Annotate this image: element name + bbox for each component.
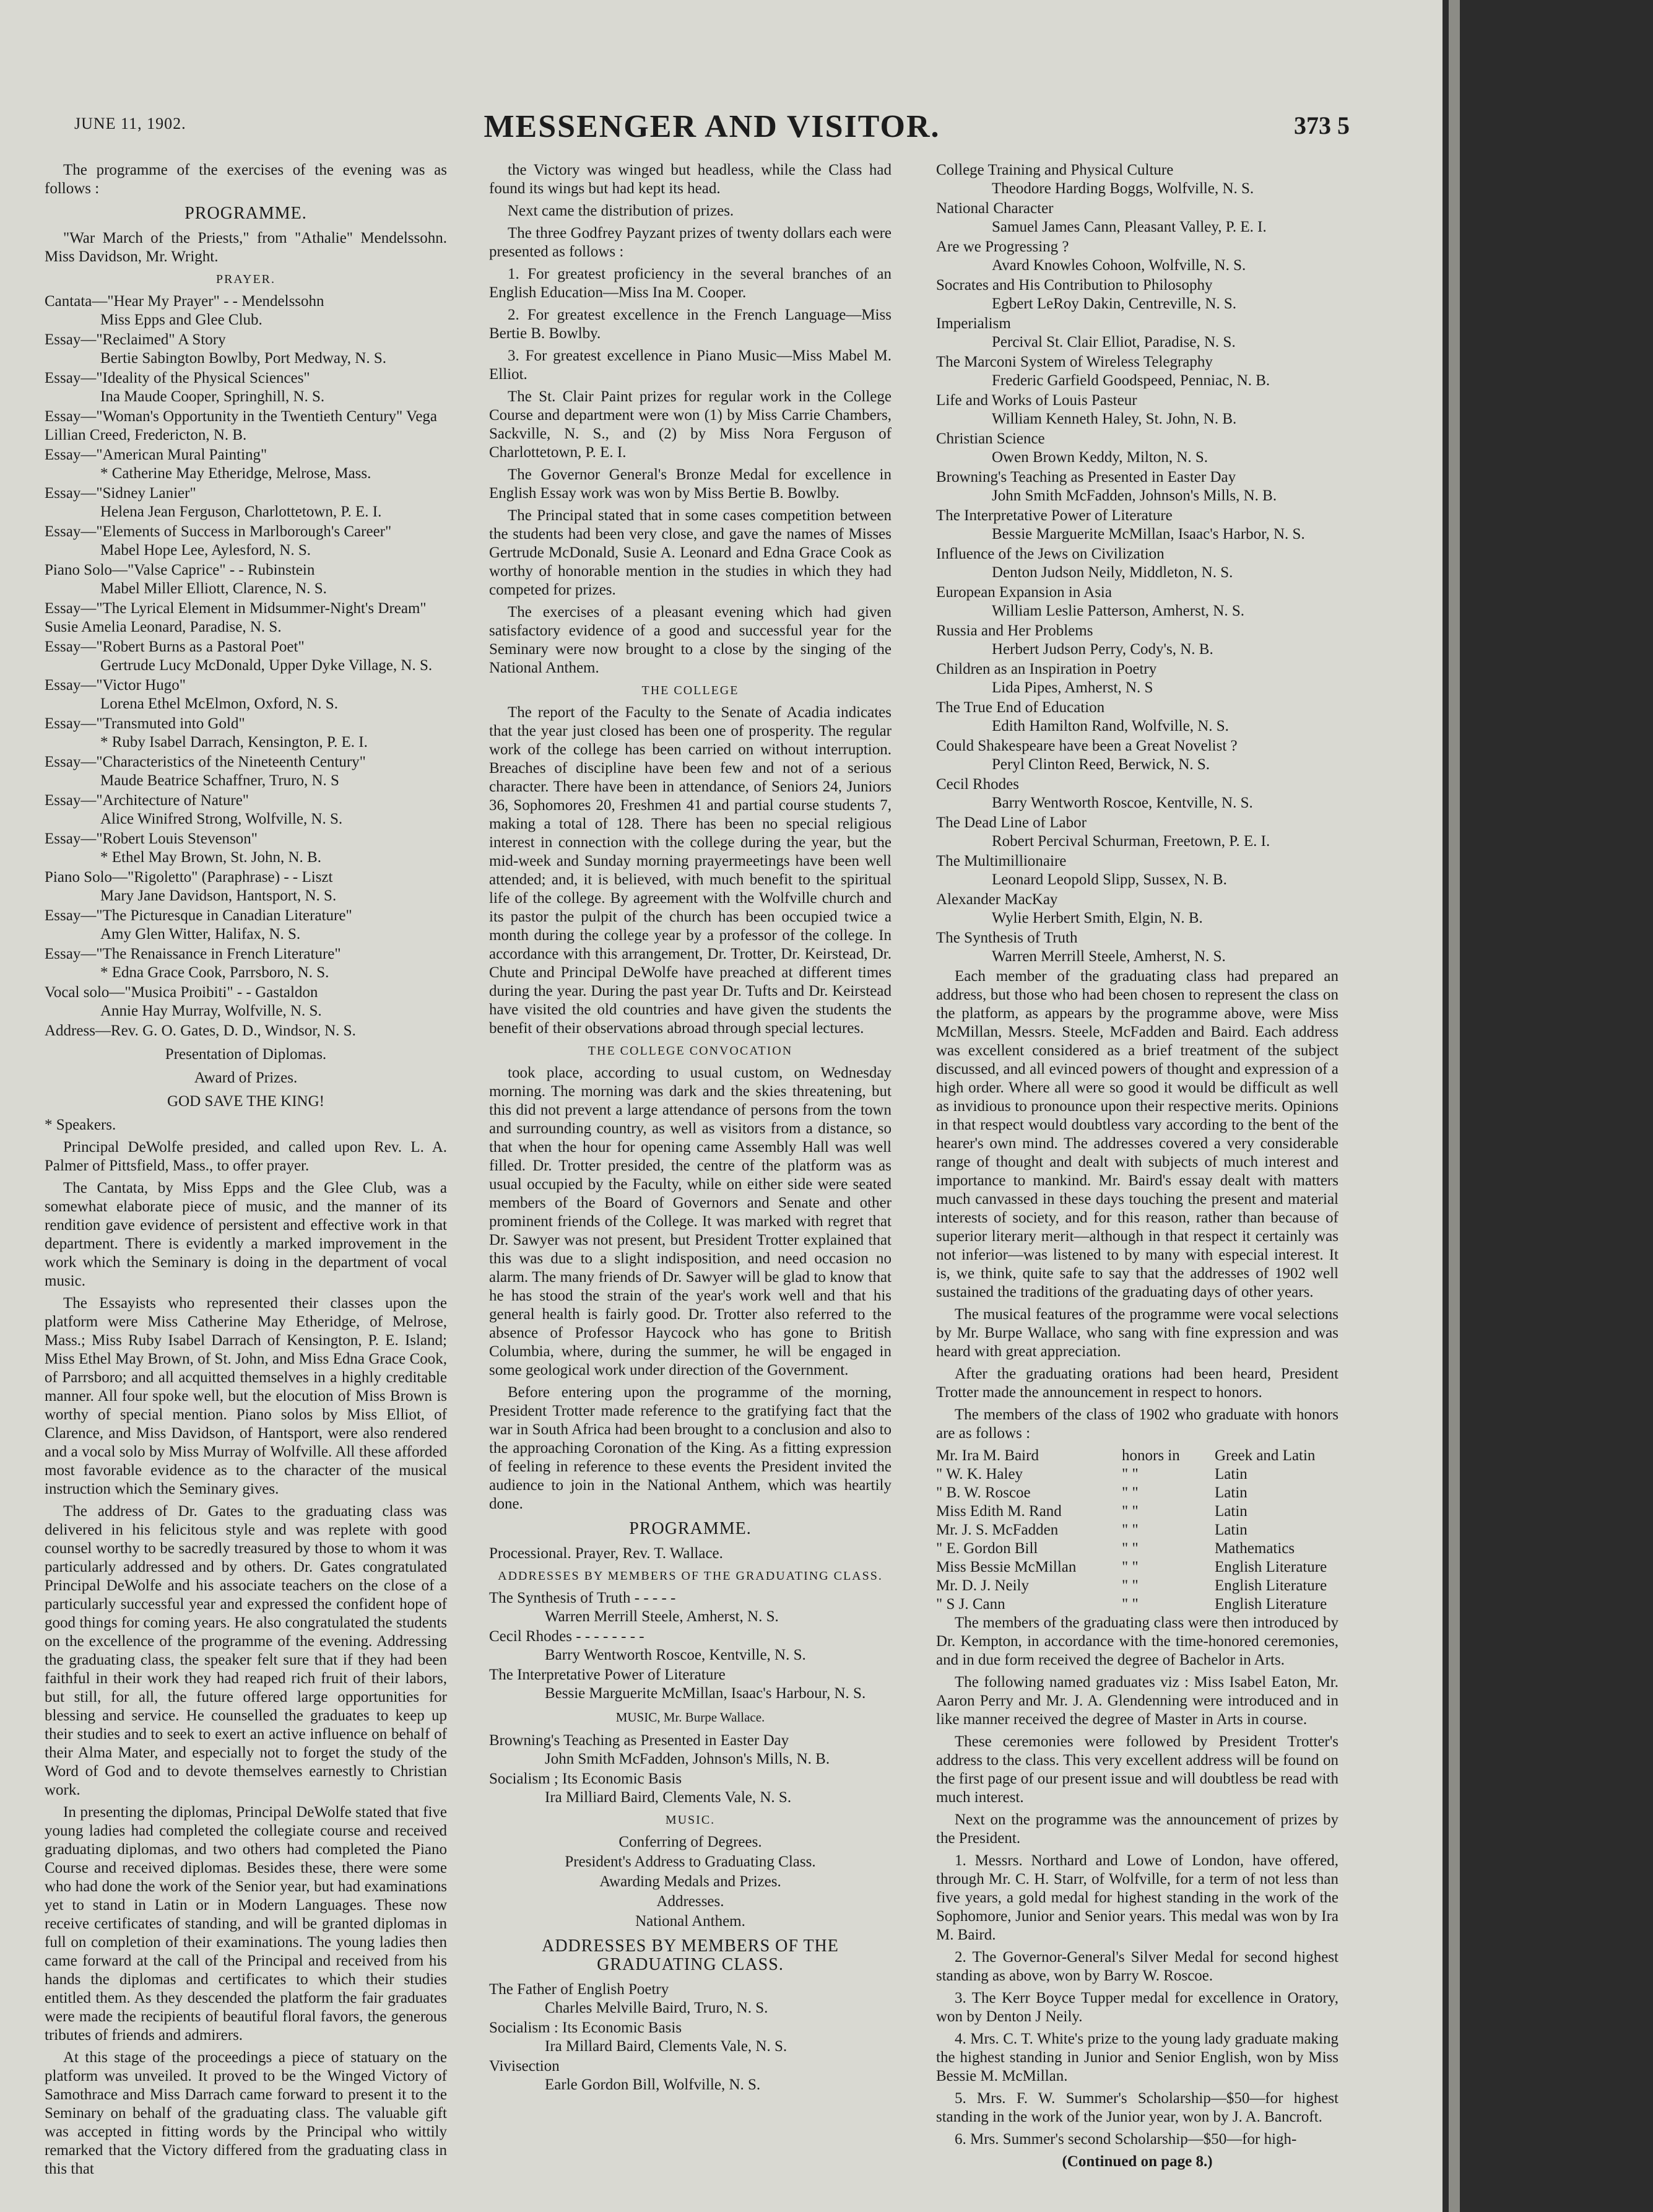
honors-label: " ": [1122, 1540, 1139, 1557]
honors-subject: English Literature: [1215, 1577, 1327, 1594]
programme-item: [936, 353, 1338, 390]
paragraph: the Victory was winged but headless, while the Class had found its wings but had kept its head.: [489, 162, 892, 197]
paragraph: The members of the class of 1902 who graduate with honors are as follows :: [936, 1406, 1338, 1442]
paragraph: 5. Mrs. F. W. Summer's Scholarship—$50—for highest standing in the work of the Junior year, won by J. A. Bancroft.: [936, 2090, 1338, 2125]
item-title: Imperialism: [936, 315, 1011, 332]
paragraph: 2. For greatest excellence in the French Language—Miss Bertie B. Bowlby.: [489, 307, 892, 342]
item-title: The Marconi System of Wireless Telegraphy: [936, 354, 1213, 370]
item-title: Essay—"The Renaissance in French Literature": [45, 946, 341, 962]
prizes-list: [936, 1614, 1338, 2149]
paragraph: The following named graduates viz : Miss Isabel Eaton, Mr. Aaron Perry and Mr. J. A. Glendenning were introduced and in like manner received the degree of Master in Arts in course.: [936, 1674, 1338, 1728]
continued-note: (Continued on page 8.): [1062, 2153, 1213, 2170]
programme-item: [489, 1731, 892, 1769]
item-speaker: Barry Wentworth Roscoe, Kentville, N. S.: [545, 1647, 806, 1663]
programme-item: [489, 1770, 892, 1807]
paragraph: Next on the programme was the announcement of prizes by the President.: [936, 1811, 1338, 1847]
item-title: The True End of Education: [936, 699, 1105, 716]
honors-name: Mr. J. S. McFadden: [936, 1522, 1059, 1538]
march-line: "War March of the Priests," from "Athalie" Mendelssohn. Miss Davidson, Mr. Wright.: [45, 230, 447, 265]
programme-item: [936, 276, 1338, 313]
prizes-line: Award of Prizes.: [194, 1069, 298, 1086]
programme-item: [936, 699, 1338, 736]
programme-item: [45, 753, 447, 790]
item-speaker: Avard Knowles Cohoon, Wolfville, N. S.: [992, 257, 1246, 274]
paragraph: 3. The Kerr Boyce Tupper medal for excellence in Oratory, won by Denton J Neily.: [936, 1990, 1338, 2025]
honors-table: [936, 1447, 1338, 1614]
item-speaker: Annie Hay Murray, Wolfville, N. S.: [100, 1003, 322, 1019]
paragraph: These ceremonies were followed by President Trotter's address to the class. This very excellent address will be found on the first page of our present issue and will doubtless be read with much interest.: [936, 1733, 1338, 1806]
item-title: Influence of the Jews on Civilization: [936, 546, 1165, 562]
item-title: Piano Solo—"Rigoletto" (Paraphrase) - - Liszt: [45, 869, 333, 886]
programme-item: [45, 983, 447, 1021]
honors-label: " ": [1122, 1466, 1139, 1483]
programme-item: [45, 446, 447, 483]
item-title: Essay—"Elements of Success in Marlborough's Career": [45, 523, 392, 540]
item-speaker: William Leslie Patterson, Amherst, N. S.: [992, 603, 1244, 619]
item-speaker: Gertrude Lucy McDonald, Upper Dyke Village, N. S.: [100, 657, 433, 674]
item-title: European Expansion in Asia: [936, 584, 1112, 601]
item-title: Alexander MacKay: [936, 891, 1058, 908]
item-title: Essay—"Characteristics of the Nineteenth Century": [45, 754, 366, 770]
item-title: Cecil Rhodes: [936, 776, 1020, 793]
item-title: National Character: [936, 200, 1054, 217]
honors-row: [936, 1465, 1338, 1484]
item-speaker: Leonard Leopold Slipp, Sussex, N. B.: [992, 871, 1227, 888]
programme-item: [936, 507, 1338, 544]
programme-item: [45, 791, 447, 829]
honors-subject: Latin: [1215, 1466, 1247, 1483]
music-line-1: MUSIC, Mr. Burpe Wallace.: [615, 1710, 765, 1725]
honors-label: " ": [1122, 1503, 1139, 1520]
programme-line: National Anthem.: [635, 1913, 745, 1930]
item-speaker: Peryl Clinton Reed, Berwick, N. S.: [992, 756, 1210, 773]
item-speaker: Miss Epps and Glee Club.: [100, 311, 262, 328]
honors-name: " E. Gordon Bill: [936, 1540, 1038, 1557]
honors-subject: Latin: [1215, 1522, 1247, 1538]
programme-item: [489, 1980, 892, 2018]
programme-item: [45, 715, 447, 752]
item-title: The Synthesis of Truth: [936, 930, 1078, 946]
programme-line: Conferring of Degrees.: [618, 1834, 762, 1850]
article-body: [45, 1138, 447, 2179]
paragraph: The three Godfrey Payzant prizes of twenty dollars each were presented as follows :: [489, 225, 892, 260]
programme-item: [45, 830, 447, 867]
honors-label: " ": [1122, 1484, 1139, 1501]
programme-item: [936, 315, 1338, 352]
programme-item: [489, 1627, 892, 1665]
programme-item: [45, 638, 447, 675]
programme-list: [45, 292, 447, 1040]
item-title: Essay—"The Lyrical Element in Midsummer-Night's Dream" Susie Amelia Leonard, Paradise, N. S.: [45, 600, 427, 635]
page-edge: [1443, 0, 1653, 2212]
item-speaker: Earle Gordon Bill, Wolfville, N. S.: [545, 2076, 761, 2093]
paragraph: 6. Mrs. Summer's second Scholarship—$50—for high-: [955, 2131, 1297, 2148]
item-speaker: Wylie Herbert Smith, Elgin, N. B.: [992, 910, 1203, 926]
honors-name: " B. W. Roscoe: [936, 1484, 1031, 1501]
item-title: Essay—"Reclaimed" A Story: [45, 331, 226, 348]
honors-subject: English Literature: [1215, 1596, 1327, 1613]
item-speaker: William Kenneth Haley, St. John, N. B.: [992, 411, 1237, 427]
masthead: [74, 108, 1350, 152]
honors-label: " ": [1122, 1577, 1139, 1594]
item-title: Vivisection: [489, 2058, 560, 2075]
programme-item: [489, 1589, 892, 1626]
programme-item: [45, 561, 447, 598]
item-title: Essay—"The Picturesque in Canadian Literature": [45, 907, 352, 924]
paragraph: Before entering upon the programme of the morning, President Trotter made reference to the gratifying fact that the war in South Africa had been brought to a conclusion and also to the approaching Coronation of the King. As a fitting expression of feeling in reference to these events the President invited the audience to join in the National Anthem, which was heartily done.: [489, 1384, 892, 1512]
paragraph: The exercises of a pleasant evening which had given satisfactory evidence of a good and successful year for the Seminary were now brought to a close by the singing of the National Anthem.: [489, 604, 892, 676]
item-speaker: Mabel Hope Lee, Aylesford, N. S.: [100, 542, 311, 559]
paragraph: 2. The Governor-General's Silver Medal for second highest standing as above, won by Barry W. Roscoe.: [936, 1949, 1338, 1984]
column-3: [936, 161, 1338, 2171]
item-title: Christian Science: [936, 430, 1045, 447]
item-speaker: Amy Glen Witter, Halifax, N. S.: [100, 926, 301, 943]
programme-item: [45, 945, 447, 982]
programme-item: [45, 369, 447, 406]
convocation-heading: THE COLLEGE CONVOCATION: [588, 1044, 793, 1058]
item-speaker: * Ethel May Brown, St. John, N. B.: [100, 849, 321, 866]
item-title: Browning's Teaching as Presented in Easter Day: [489, 1732, 789, 1749]
address-list-3: [489, 1980, 892, 2094]
programme-item: [45, 331, 447, 368]
item-speaker: Helena Jean Ferguson, Charlottetown, P. E. I.: [100, 503, 382, 520]
paragraph: Each member of the graduating class had prepared an address, but those who had been chosen to represent the class on the platform, as appears by the programme above, were Miss McMillan, Messrs. Steele, McFadden and Baird. Each address was excellent considered as a brief treatment of the subject discussed, and all evinced powers of thought and expression of a high order. Where all were so good it would be difficult as well as invidious to pronounce upon their respective merits. Opinions in that respect would doubtless vary according to the bent of the hearer's own mind. The addresses covered a very considerable range of thought and dealt with subjects of much interest and importance to mankind. Mr. Baird's essay dealt with matters much canvassed in these days touching the present and material interests of society, and for this reason, rather than because of superior literary merit—although in that respect it certainly was not inferior—was listened to by many with especial interest. It is, we think, quite safe to say that the addresses of 1902 well sustained the traditions of the graduating days of other years.: [936, 968, 1338, 1300]
honors-name: Miss Bessie McMillan: [936, 1559, 1077, 1575]
item-speaker: Bessie Marguerite McMillan, Isaac's Harbor, N. S.: [992, 526, 1305, 542]
honors-row: [936, 1595, 1338, 1614]
item-title: The Dead Line of Labor: [936, 814, 1087, 831]
item-title: Essay—"Robert Burns as a Pastoral Poet": [45, 638, 305, 655]
item-speaker: * Edna Grace Cook, Parrsboro, N. S.: [100, 964, 329, 981]
honors-row: [936, 1447, 1338, 1465]
honors-label: " ": [1122, 1522, 1139, 1538]
honors-name: " W. K. Haley: [936, 1466, 1023, 1483]
programme-item: [936, 775, 1338, 812]
paragraph: The members of the graduating class were then introduced by Dr. Kempton, in accordance with the time-honored ceremonies, and in due form received the degree of Bachelor in Arts.: [936, 1614, 1338, 1668]
paragraph: took place, according to usual custom, on Wednesday morning. The morning was dark and the skies threatening, but this did not prevent a large attendance of persons from the town and surrounding country, as well as visitors from a distance, so that when the hour for opening came Assembly Hall was well filled. Dr. Trotter presided, the centre of the platform was as usual occupied by the Faculty, while on either side were seated members of the Board of Governors and Senate and other prominent friends of the College. It was marked with regret that Dr. Sawyer was not present, but President Trotter explained that this was due to a slight indisposition, and need occasion no alarm. The many friends of Dr. Sawyer will be glad to know that he has stood the strain of the year's work well and that his general health is fairly good. Dr. Trotter also referred to the absence of Professor Haycock who has gone to British Columbia, where, during the summer, he will be engaged in some geological work under direction of the Government.: [489, 1065, 892, 1378]
programme-item: [45, 1022, 447, 1040]
item-title: Children as an Inspiration in Poetry: [936, 661, 1157, 677]
item-title: Socialism ; Its Economic Basis: [489, 1770, 682, 1787]
paragraph: 1. Messrs. Northard and Lowe of London, have offered, through Mr. C. H. Starr, of Wolfville, for a term of not less than five years, a gold medal for highest standing in the work of the Sophomore, Junior and Senior years. This medal was won by Ira M. Baird.: [936, 1852, 1338, 1943]
programme-line: Awarding Medals and Prizes.: [599, 1873, 781, 1890]
honors-name: " S J. Cann: [936, 1596, 1005, 1613]
programme-item: [45, 292, 447, 329]
item-title: Cantata—"Hear My Prayer" - - Mendelssohn: [45, 293, 324, 310]
item-title: Essay—"Transmuted into Gold": [45, 715, 245, 732]
paragraph: At this stage of the proceedings a piece of statuary on the platform was unveiled. It proved to be the Winged Victory of Samothrace and Miss Darrach came forward to present it to the Seminary on behalf of the graduating class. The valuable gift was accepted in fitting words by the Principal who wittily remarked that the Victory differed from the graduating class in this that: [45, 2049, 447, 2177]
speakers-note: * Speakers.: [45, 1117, 116, 1133]
item-speaker: Mabel Miller Elliott, Clarence, N. S.: [100, 580, 327, 597]
programme-item: [936, 622, 1338, 659]
programme-line: President's Address to Graduating Class.: [565, 1853, 816, 1870]
item-speaker: Ira Millard Baird, Clements Vale, N. S.: [545, 2038, 787, 2055]
item-title: Essay—"Victor Hugo": [45, 677, 186, 694]
prizes-body: [489, 161, 892, 677]
paragraph: The address of Dr. Gates to the graduating class was delivered in his felicitous style and was replete with good counsel worthy to be sacredly treasured by those to whom it was particularly addressed and by others. Dr. Gates congratulated Principal DeWolfe and his associate teachers on the close of a particularly successful year and expressed the confident hope of good things for coming years. He also congratulated the students on the excellence of the programme of the evening. Addressing the graduating class, the speaker felt sure that if they had been faithful in their work they had reaped rich fruit of their labors, but still, for all, the future offered large opportunities for blessing and service. He counselled the graduates to keep up their studies and to seek to exert an active influence on behalf of their Alma Mater, and especially not to forget the study of the Word of God and to devote themselves earnestly to Christian work.: [45, 1503, 447, 1798]
item-title: Address—Rev. G. O. Gates, D. D., Windsor, N. S.: [45, 1022, 356, 1039]
item-title: Essay—"Architecture of Nature": [45, 792, 249, 809]
programme-line: Addresses.: [656, 1893, 724, 1910]
item-title: Essay—"Woman's Opportunity in the Twentieth Century" Vega Lillian Creed, Fredericton, N. B.: [45, 408, 438, 443]
item-title: The Multimillionaire: [936, 853, 1067, 869]
item-speaker: * Catherine May Etheridge, Melrose, Mass.: [100, 465, 371, 482]
address-list-2: [489, 1731, 892, 1807]
music-line-2: MUSIC.: [665, 1813, 716, 1827]
programme-item: [936, 814, 1338, 851]
address-list-4: [936, 161, 1338, 966]
paragraph: The Cantata, by Miss Epps and the Glee Club, was a somewhat elaborate piece of music, and the manner of its rendition gave evidence of persistent and effective work in that department. There is evidently a marked improvement in the work which the Seminary is doing in the department of vocal music.: [45, 1180, 447, 1289]
programme-item: [936, 583, 1338, 620]
processional-line: Processional. Prayer, Rev. T. Wallace.: [489, 1545, 723, 1562]
programme-item: [489, 2019, 892, 2056]
item-speaker: Bertie Sabington Bowlby, Port Medway, N. S.: [100, 350, 387, 367]
paragraph: After the graduating orations had been heard, President Trotter made the announcement in respect to honors.: [936, 1365, 1338, 1401]
item-speaker: Charles Melville Baird, Truro, N. S.: [545, 2000, 768, 2016]
issue-date: JUNE 11, 1902.: [74, 115, 186, 133]
paragraph: 3. For greatest excellence in Piano Music—Miss Mabel M. Elliot.: [489, 347, 892, 383]
item-title: Socrates and His Contribution to Philosophy: [936, 277, 1213, 294]
programme-heading-2: PROGRAMME.: [629, 1519, 752, 1538]
item-speaker: Ina Maude Cooper, Springhill, N. S.: [100, 388, 325, 405]
college-report: The report of the Faculty to the Senate of Acadia indicates that the year just closed has been one of prosperity. The regular work of the college has been carried on without interruption. Breaches of discipline have been few and not of a serious character. There have been in attendance, of Seniors 24, Juniors 36, Sophomores 20, Freshmen 41 and partial course students 7, making a total of 128. There has been no special religious interest in connection with the college during the year, but the mid-week and Sunday morning prayermeetings have been well attended; and, it is believed, with much benefit to the spiritual life of the college. By agreement with the Wolfville church and its pastor the pulpit of the church has been occupied twice a month during the college year by a professor of the college. In accordance with this arrangement, Dr. Trotter, Dr. Keirstead, Dr. Chute and Principal DeWolfe have preached at different times during the year. During the past year Dr. Tufts and Dr. Keirstead have visited the old countries and have given the students the benefit of their observations abroad through special lectures.: [489, 704, 892, 1037]
programme-item: [489, 1666, 892, 1703]
convocation-body: [489, 1064, 892, 1513]
programme-item: [936, 545, 1338, 582]
item-speaker: Alice Winifred Strong, Wolfville, N. S.: [100, 811, 343, 827]
item-speaker: Percival St. Clair Elliot, Paradise, N. S.: [992, 334, 1236, 351]
item-speaker: Edith Hamilton Rand, Wolfville, N. S.: [992, 718, 1229, 734]
programme-item: [45, 407, 447, 445]
report-body: [936, 967, 1338, 1443]
item-speaker: Barry Wentworth Roscoe, Kentville, N. S.: [992, 795, 1253, 811]
honors-subject: Mathematics: [1215, 1540, 1295, 1557]
programme-item: [936, 199, 1338, 237]
paragraph: Principal DeWolfe presided, and called upon Rev. L. A. Palmer of Pittsfield, Mass., to offer prayer.: [45, 1139, 447, 1174]
item-speaker: Warren Merrill Steele, Amherst, N. S.: [992, 948, 1226, 965]
programme-item: [936, 468, 1338, 505]
item-title: Essay—"American Mural Painting": [45, 446, 267, 463]
item-title: Are we Progressing ?: [936, 238, 1069, 255]
item-speaker: Warren Merrill Steele, Amherst, N. S.: [545, 1608, 779, 1625]
item-speaker: Ira Milliard Baird, Clements Vale, N. S.: [545, 1789, 792, 1806]
programme-item: [489, 2057, 892, 2094]
item-speaker: Denton Judson Neily, Middleton, N. S.: [992, 564, 1233, 581]
addresses-heading-2: ADDRESSES BY MEMBERS OF THE GRADUATING CLASS.: [542, 1936, 839, 1974]
paragraph: 4. Mrs. C. T. White's prize to the young lady graduate making the highest standing in Junior and Senior English, won by Miss Bessie M. McMillan.: [936, 2031, 1338, 2084]
programme-item: [45, 523, 447, 560]
programme-item: [936, 660, 1338, 697]
closing-list: [489, 1833, 892, 1931]
honors-row: [936, 1577, 1338, 1595]
item-title: Essay—"Robert Louis Stevenson": [45, 830, 258, 847]
item-title: Socialism : Its Economic Basis: [489, 2019, 682, 2036]
programme-item: [45, 907, 447, 944]
programme-item: [936, 238, 1338, 275]
item-speaker: Samuel James Cann, Pleasant Valley, P. E. I.: [992, 219, 1267, 235]
item-speaker: Lida Pipes, Amherst, N. S: [992, 679, 1153, 696]
honors-row: [936, 1558, 1338, 1577]
honors-name: Miss Edith M. Rand: [936, 1503, 1062, 1520]
page-number: 373 5: [1294, 111, 1350, 139]
honors-name: Mr. Ira M. Baird: [936, 1447, 1039, 1464]
honors-name: Mr. D. J. Neily: [936, 1577, 1029, 1594]
item-title: Essay—"Ideality of the Physical Sciences": [45, 370, 310, 386]
item-title: Could Shakespeare have been a Great Novelist ?: [936, 738, 1238, 754]
paragraph: In presenting the diplomas, Principal DeWolfe stated that five young ladies had completed the collegiate course and received graduating diplomas, and two others had completed the Piano Course and received diplomas. Besides these, there were some who had done the work of the Senior year, but had examinations yet to stand in Latin or in Modern Languages. These now receive certificates of standing, and will be granted diplomas in full on completion of their examinations. The young ladies then came forward at the call of the Principal and received from his hands the diplomas and certificates to which their studies entitled them. As they descended the platform the fair graduates were made the recipients of beautiful floral favors, the generous tributes of friends and admirers.: [45, 1804, 447, 2044]
item-title: The Synthesis of Truth - - - - -: [489, 1590, 676, 1606]
paragraph: The Essayists who represented their classes upon the platform were Miss Catherine May Etheridge, of Melrose, Mass.; Miss Ruby Isabel Darrach of Kensington, P. E. Island; Miss Ethel May Brown, of St. John, and Miss Edna Grace Cook, of Parrsboro; and all acquitted themselves in a highly creditable manner. All four spoke well, but the elocution of Miss Brown is worthy of special mention. Piano solos by Miss Elliot, of Clarence, and Miss Davidson, of Hantsport, were also rendered and a vocal solo by Miss Murray of Wolfville. All these afforded most favorable evidence as to the character of the musical instruction which the Seminary gives.: [45, 1295, 447, 1497]
column-2: [489, 161, 892, 2096]
item-speaker: Maude Beatrice Schaffner, Truro, N. S: [100, 772, 339, 789]
programme-item: [936, 852, 1338, 889]
honors-label: honors in: [1122, 1447, 1180, 1464]
item-speaker: Owen Brown Keddy, Milton, N. S.: [992, 449, 1208, 466]
programme-item: [936, 929, 1338, 966]
item-speaker: Lorena Ethel McElmon, Oxford, N. S.: [100, 695, 338, 712]
programme-item: [45, 599, 447, 637]
item-title: Russia and Her Problems: [936, 622, 1093, 639]
item-speaker: Egbert LeRoy Dakin, Centreville, N. S.: [992, 295, 1237, 312]
column-1: [45, 161, 447, 2182]
programme-item: [45, 868, 447, 905]
honors-label: " ": [1122, 1596, 1139, 1613]
item-title: The Interpretative Power of Literature: [489, 1666, 726, 1683]
college-heading: THE COLLEGE: [641, 684, 739, 697]
prayer-heading: PRAYER.: [215, 272, 276, 286]
item-title: The Interpretative Power of Literature: [936, 507, 1173, 524]
item-speaker: Theodore Harding Boggs, Wolfville, N. S.: [992, 180, 1254, 197]
item-speaker: John Smith McFadden, Johnson's Mills, N. B.: [992, 487, 1277, 504]
item-speaker: Robert Percival Schurman, Freetown, P. E. I.: [992, 833, 1270, 850]
programme-item: [936, 737, 1338, 774]
honors-row: [936, 1502, 1338, 1521]
item-title: Browning's Teaching as Presented in Easter Day: [936, 469, 1236, 486]
paper-title: MESSENGER AND VISITOR.: [484, 109, 940, 144]
honors-subject: Greek and Latin: [1215, 1447, 1316, 1464]
paragraph: The Principal stated that in some cases competition between the students had been very close, and gave the names of Misses Gertrude McDonald, Susie A. Leonard and Edna Grace Cook as worthy of honorable mention in the studies in which they had competed for prizes.: [489, 507, 892, 598]
item-title: Essay—"Sidney Lanier": [45, 485, 196, 502]
programme-item: [936, 430, 1338, 467]
honors-row: [936, 1484, 1338, 1502]
honors-subject: Latin: [1215, 1484, 1247, 1501]
address-list-1: [489, 1589, 892, 1703]
paragraph: The musical features of the programme were vocal selections by Mr. Burpe Wallace, who sang with fine expression and was heard with great appreciation.: [936, 1306, 1338, 1360]
honors-row: [936, 1539, 1338, 1558]
item-speaker: Mary Jane Davidson, Hantsport, N. S.: [100, 887, 337, 904]
intro-text: The programme of the exercises of the evening was as follows :: [45, 162, 447, 197]
god-save-line: GOD SAVE THE KING!: [167, 1093, 324, 1110]
diplomas-line: Presentation of Diplomas.: [165, 1046, 327, 1063]
programme-item: [936, 391, 1338, 429]
item-speaker: Frederic Garfield Goodspeed, Penniac, N. B.: [992, 372, 1270, 389]
item-title: Life and Works of Louis Pasteur: [936, 392, 1137, 409]
paragraph: The Governor General's Bronze Medal for excellence in English Essay work was won by Miss Bertie B. Bowlby.: [489, 466, 892, 502]
addresses-heading: ADDRESSES BY MEMBERS OF THE GRADUATING CLASS.: [498, 1569, 883, 1583]
item-speaker: Herbert Judson Perry, Cody's, N. B.: [992, 641, 1213, 658]
item-speaker: * Ruby Isabel Darrach, Kensington, P. E. I.: [100, 734, 368, 751]
item-speaker: John Smith McFadden, Johnson's Mills, N. B.: [545, 1751, 830, 1767]
paragraph: Next came the distribution of prizes.: [508, 202, 734, 219]
paragraph: The St. Clair Paint prizes for regular work in the College Course and department were won (1) by Miss Carrie Chambers, Sackville, N. S., and (2) by Miss Nora Ferguson of Charlottetown, P. E. I.: [489, 388, 892, 461]
item-title: College Training and Physical Culture: [936, 162, 1174, 178]
item-speaker: Bessie Marguerite McMillan, Isaac's Harbour, N. S.: [545, 1685, 866, 1702]
item-title: Cecil Rhodes - - - - - - - -: [489, 1628, 644, 1645]
programme-heading: PROGRAMME.: [184, 204, 307, 223]
item-title: The Father of English Poetry: [489, 1981, 669, 1998]
programme-item: [936, 161, 1338, 198]
item-title: Vocal solo—"Musica Proibiti" - - Gastaldon: [45, 984, 318, 1001]
paragraph: 1. For greatest proficiency in the several branches of an English Education—Miss Ina M. Cooper.: [489, 266, 892, 301]
programme-item: [936, 890, 1338, 928]
honors-row: [936, 1521, 1338, 1539]
programme-item: [45, 676, 447, 713]
programme-item: [45, 484, 447, 521]
honors-subject: Latin: [1215, 1503, 1247, 1520]
honors-label: " ": [1122, 1559, 1139, 1575]
honors-subject: English Literature: [1215, 1559, 1327, 1575]
item-title: Piano Solo—"Valse Caprice" - - Rubinstein: [45, 562, 315, 578]
